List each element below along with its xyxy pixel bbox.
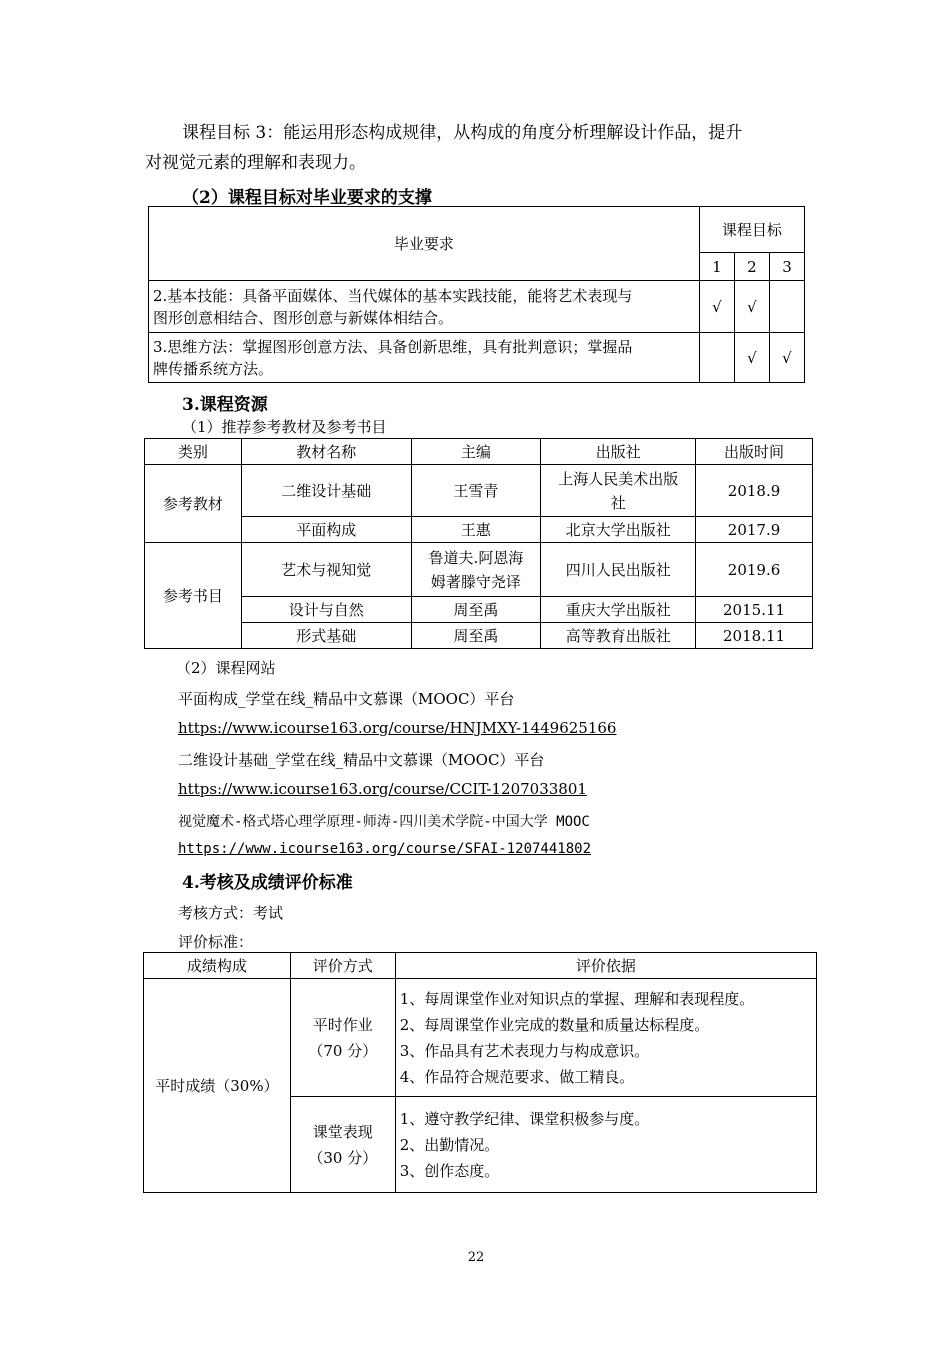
websites-heading: （2）课程网站: [176, 659, 276, 677]
table-row: [149, 281, 805, 333]
book-name: 平面构成: [241, 517, 411, 543]
requirement-cell: [149, 281, 700, 333]
website-link-2[interactable]: https://www.icourse163.org/course/CCIT-1207033801: [178, 780, 587, 798]
table-row: [144, 979, 817, 1097]
basis-item: 2、出勤情况。: [399, 1135, 500, 1154]
book-publisher: 北京大学出版社: [541, 517, 696, 543]
book-year: 2019.6: [696, 543, 813, 597]
section-4-heading: 4.考核及成绩评价标准: [182, 873, 353, 893]
check-mark: [769, 281, 804, 333]
books-table: [144, 438, 813, 649]
basis-item: 3、作品具有艺术表现力与构成意识。: [399, 1041, 650, 1060]
check-mark: √: [699, 281, 734, 333]
table-row: [145, 623, 813, 649]
book-publisher: 重庆大学出版社: [541, 597, 696, 623]
basis-item: 1、遵守教学纪律、课堂积极参与度。: [399, 1109, 650, 1128]
grading-table: [143, 952, 817, 1193]
check-mark: √: [734, 281, 769, 333]
exam-mode: 考核方式：考试: [178, 904, 284, 922]
eval-basis: [395, 1097, 816, 1193]
basis-item: 4、作品符合规范要求、做工精良。: [399, 1067, 635, 1086]
intro-line-1: 课程目标 3：能运用形态构成规律，从构成的角度分析理解设计作品，提升: [182, 123, 743, 143]
table-row: [145, 465, 813, 517]
publisher-line: 上海人民美术出版: [558, 469, 679, 488]
intro-line-2: 对视觉元素的理解和表现力。: [145, 153, 366, 173]
book-year: 2017.9: [696, 517, 813, 543]
requirement-line: 图形创意相结合、图形创意与新媒体相结合。: [153, 308, 454, 327]
requirement-line: 3.思维方法：掌握图形创意方法、具备创新思维，具有批判意识；掌握品: [153, 337, 633, 356]
table-row: [149, 333, 805, 383]
section-3-heading: 3.课程资源: [182, 395, 268, 415]
basis-item: 1、每周课堂作业对知识点的掌握、理解和表现程度。: [399, 989, 755, 1008]
book-name: 形式基础: [241, 623, 411, 649]
grade-component: 平时成绩（30%）: [144, 979, 291, 1193]
book-editor: 王惠: [411, 517, 541, 543]
website-title-3: 视觉魔术-格式塔心理学原理-师涛-四川美术学院-中国大学 MOOC: [178, 814, 590, 830]
book-editor: [411, 543, 541, 597]
page-number: 22: [467, 1250, 485, 1265]
goal-col-1: 1: [699, 253, 734, 281]
method-line: （30 分）: [308, 1148, 378, 1167]
header-editor: 主编: [411, 439, 541, 465]
header-book-name: 教材名称: [241, 439, 411, 465]
publisher-line: 社: [610, 493, 626, 512]
header-year: 出版时间: [696, 439, 813, 465]
book-year: 2015.11: [696, 597, 813, 623]
category-references: 参考书目: [145, 543, 242, 649]
book-name: 设计与自然: [241, 597, 411, 623]
goal-col-2: 2: [734, 253, 769, 281]
header-publisher: 出版社: [541, 439, 696, 465]
header-course-goal: 课程目标: [699, 207, 804, 253]
table-row: [145, 517, 813, 543]
eval-method: [290, 979, 395, 1097]
book-editor: 周至禹: [411, 597, 541, 623]
header-grade-component: 成绩构成: [144, 953, 291, 979]
method-line: 平时作业: [312, 1015, 373, 1034]
website-link-1[interactable]: https://www.icourse163.org/course/HNJMXY-1449625166: [178, 719, 617, 737]
website-title-2: 二维设计基础_学堂在线_精品中文慕课（MOOC）平台: [178, 751, 545, 769]
table-row: [145, 543, 813, 597]
method-line: 课堂表现: [312, 1122, 373, 1141]
header-requirement: 毕业要求: [149, 207, 700, 281]
website-link-3[interactable]: https://www.icourse163.org/course/SFAI-1207441802: [178, 841, 592, 857]
support-table: [148, 206, 805, 383]
editor-line: 鲁道夫.阿恩海: [428, 548, 524, 567]
goal-col-3: 3: [769, 253, 804, 281]
requirement-line: 2.基本技能：具备平面媒体、当代媒体的基本实践技能，能将艺术表现与: [153, 286, 633, 305]
basis-item: 2、每周课堂作业完成的数量和质量达标程度。: [399, 1015, 710, 1034]
section-2-heading: （2）课程目标对毕业要求的支撑: [182, 188, 432, 208]
requirement-line: 牌传播系统方法。: [153, 359, 274, 378]
book-year: 2018.9: [696, 465, 813, 517]
section-3-subheading: （1）推荐参考教材及参考书目: [182, 418, 387, 436]
book-publisher: 高等教育出版社: [541, 623, 696, 649]
method-line: （70 分）: [308, 1041, 378, 1060]
eval-basis: [395, 979, 816, 1097]
table-row: [145, 597, 813, 623]
check-mark: √: [769, 333, 804, 383]
book-name: 艺术与视知觉: [241, 543, 411, 597]
website-title-1: 平面构成_学堂在线_精品中文慕课（MOOC）平台: [178, 690, 515, 708]
criteria-label: 评价标准：: [178, 933, 254, 951]
editor-line: 姆著滕守尧译: [430, 572, 521, 591]
header-eval-basis: 评价依据: [395, 953, 816, 979]
check-mark: √: [734, 333, 769, 383]
book-editor: 王雪青: [411, 465, 541, 517]
book-editor: 周至禹: [411, 623, 541, 649]
book-publisher: [541, 465, 696, 517]
book-name: 二维设计基础: [241, 465, 411, 517]
header-eval-method: 评价方式: [290, 953, 395, 979]
header-category: 类别: [145, 439, 242, 465]
book-year: 2018.11: [696, 623, 813, 649]
category-textbooks: 参考教材: [145, 465, 242, 543]
eval-method: [290, 1097, 395, 1193]
requirement-cell: [149, 333, 700, 383]
book-publisher: 四川人民出版社: [541, 543, 696, 597]
basis-item: 3、创作态度。: [399, 1161, 500, 1180]
check-mark: [699, 333, 734, 383]
